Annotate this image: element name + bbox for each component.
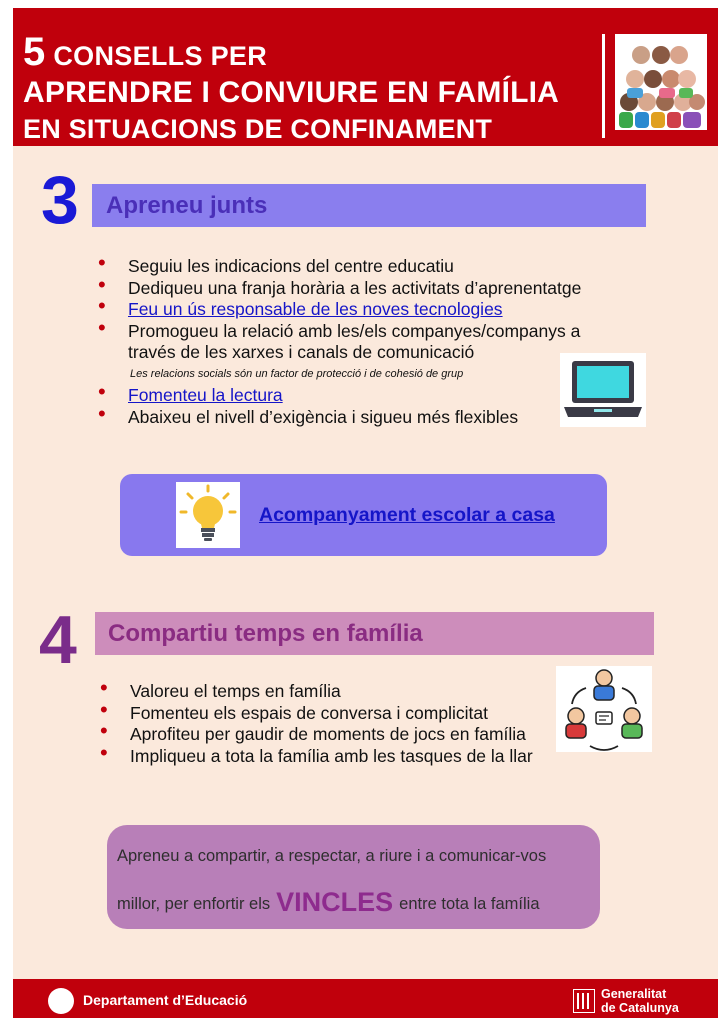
list-item: • Promogueu la relació amb les/els companyes/companys a	[98, 314, 581, 341]
header-divider	[602, 34, 605, 138]
list-item: • Abaixeu el nivell d’exigència i sigueu més flexibles	[98, 400, 519, 427]
header-line-1: 5 CONSELLS PER	[23, 30, 267, 74]
section-4-title-bar	[95, 612, 654, 655]
section-3-title-bar	[92, 184, 646, 227]
list-item[interactable]	[96, 293, 581, 321]
list-item-continuation: través de les xarxes i canals de comunicació	[128, 342, 475, 362]
generalitat-logo-icon	[573, 989, 595, 1013]
lightbulb-icon	[176, 482, 240, 548]
list-item: • Dediqueu una franja horària a les activitats d’aprenentatge	[98, 271, 582, 298]
family-bonds-message	[107, 825, 600, 929]
list-item: • Aprofiteu per gaudir de moments de jocs en família	[100, 718, 526, 744]
bullet-icon: •	[100, 696, 108, 722]
list-item: • Valoreu el temps en família	[100, 675, 341, 701]
bullet-icon: •	[98, 250, 106, 275]
laptop-icon	[560, 353, 646, 427]
note-text: Les relacions socials són un factor de protecció i de cohesió de grup	[130, 367, 464, 380]
vincles-highlight: VINCLES	[276, 887, 394, 917]
list-item[interactable]	[96, 379, 581, 407]
section-3-list	[96, 250, 582, 428]
footer-bar	[13, 979, 718, 1018]
department-logo	[48, 988, 74, 1014]
list-item: • Impliqueu a tota la família amb les tasques de la llar	[100, 739, 533, 766]
bullet-icon: •	[100, 675, 108, 700]
bullet-icon: •	[100, 718, 108, 743]
bullet-icon: •	[98, 314, 106, 340]
section-3-title: Apreneu junts	[106, 191, 268, 219]
section-4-title: Compartiu temps en família	[108, 619, 423, 647]
header-number: 5	[23, 30, 46, 74]
department-name: Departament d’Educació	[83, 992, 248, 1008]
bullet-icon: •	[98, 271, 106, 297]
reading-link[interactable]: Fomenteu la lectura	[128, 385, 283, 405]
section-4-number: 4	[39, 602, 77, 678]
message-line-2: millor, per enfortir els VINCLES entre tota la família	[117, 887, 540, 917]
tech-responsible-link[interactable]: Feu un ús responsable de les noves tecnologies	[128, 299, 503, 319]
bullet-icon: •	[100, 739, 108, 765]
bullet-icon: •	[98, 379, 106, 404]
generalitat-name: Generalitat de Catalunya	[601, 987, 679, 1015]
school-support-link[interactable]: Acompanyament escolar a casa	[259, 504, 555, 526]
list-item: • Seguiu les indicacions del centre educatiu	[98, 250, 454, 276]
section-4-list	[98, 675, 533, 767]
header-banner	[13, 8, 718, 146]
bullet-icon: •	[98, 400, 106, 426]
poster	[13, 8, 718, 1018]
people-group-icon	[615, 34, 707, 130]
section-3-number: 3	[41, 162, 79, 238]
family-conversation-icon	[556, 666, 652, 752]
message-line-1: Apreneu a compartir, a respectar, a riure i a comunicar-vos	[117, 847, 547, 865]
bullet-icon: •	[98, 293, 106, 318]
header-line-2: APRENDRE I CONVIURE EN FAMÍLIA	[23, 76, 560, 109]
school-support-box[interactable]	[120, 474, 607, 556]
list-item: • Fomenteu els espais de conversa i complicitat	[100, 696, 488, 723]
header-line-3: EN SITUACIONS DE CONFINAMENT	[23, 114, 493, 144]
